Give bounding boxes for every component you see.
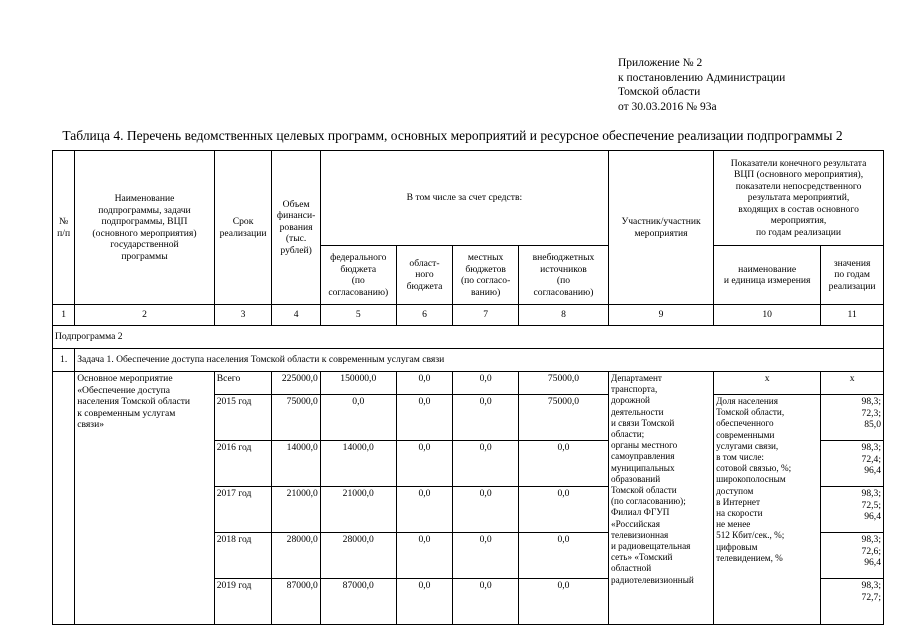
header-regional: област- ного бюджета xyxy=(396,246,453,305)
table-title: Таблица 4. Перечень ведомственных целевых программ, основных мероприятий и ресурсное обеспечение реализации подпрограммы 2 xyxy=(62,128,843,143)
appendix-line: от 30.03.2016 № 93а xyxy=(618,100,717,113)
period-cell: 2018 год xyxy=(214,533,272,579)
header-participant: Участник/участник мероприятия xyxy=(608,151,713,305)
column-number: 7 xyxy=(453,305,519,326)
indicator-value-cell: 98,3; 72,3; 85,0 xyxy=(821,395,884,441)
federal-cell: 87000,0 xyxy=(320,579,396,625)
local-cell: 0,0 xyxy=(453,395,519,441)
column-number: 4 xyxy=(272,305,321,326)
indicator-value-cell: 98,3; 72,4; 96,4 xyxy=(821,441,884,487)
column-number: 6 xyxy=(396,305,453,326)
local-cell: 0,0 xyxy=(453,441,519,487)
task-number: 1. xyxy=(53,349,75,372)
regional-cell: 0,0 xyxy=(396,441,453,487)
local-cell: 0,0 xyxy=(453,533,519,579)
header-period: Срок реализации xyxy=(214,151,272,305)
header-local: местных бюджетов (по согласо- ванию) xyxy=(453,246,519,305)
period-cell: 2017 год xyxy=(214,487,272,533)
extra-cell: 0,0 xyxy=(518,533,608,579)
indicator-value-cell: 98,3; 72,7; xyxy=(821,579,884,625)
appendix-line: к постановлению Администрации xyxy=(618,71,786,84)
regional-cell: 0,0 xyxy=(396,487,453,533)
column-numbers-row xyxy=(53,305,884,326)
header-sources-group: В том числе за счет средств: xyxy=(320,151,608,246)
appendix-line: Приложение № 2 xyxy=(618,57,703,69)
extra-cell: 0,0 xyxy=(518,441,608,487)
column-number: 9 xyxy=(608,305,713,326)
extra-cell: 0,0 xyxy=(518,579,608,625)
header-indicator-name: наименование и единица измерения xyxy=(714,246,821,305)
indicator-name-total: х xyxy=(714,372,821,395)
task-text: Задача 1. Обеспечение доступа населения Томской области к современным услугам связи xyxy=(75,349,884,372)
local-cell: 0,0 xyxy=(453,579,519,625)
column-number: 5 xyxy=(320,305,396,326)
header-volume: Объем финанси- рования (тыс. рублей) xyxy=(272,151,321,305)
table-row xyxy=(53,372,884,395)
total-cell: 225000,0 xyxy=(272,372,321,395)
indicator-name-cell: Доля населения Томской области, обеспеченного современными услугами связи, в том числе: сотовой связью, %; широкополосным доступом в Интернет на скорости не менее 512 Кбит/сек., %; цифровым телевидением, % xyxy=(714,395,821,625)
indicator-value-cell: 98,3; 72,6; 96,4 xyxy=(821,533,884,579)
column-number: 11 xyxy=(821,305,884,326)
regional-cell: 0,0 xyxy=(396,579,453,625)
header-federal: федерального бюджета (по согласованию) xyxy=(320,246,396,305)
total-cell: 87000,0 xyxy=(272,579,321,625)
column-number: 3 xyxy=(214,305,272,326)
regional-cell: 0,0 xyxy=(396,533,453,579)
header-row-1 xyxy=(53,151,884,246)
regional-cell: 0,0 xyxy=(396,395,453,441)
period-cell: 2019 год xyxy=(214,579,272,625)
total-cell: 75000,0 xyxy=(272,395,321,441)
header-number: № п/п xyxy=(53,151,75,305)
extra-cell: 75000,0 xyxy=(518,372,608,395)
federal-cell: 28000,0 xyxy=(320,533,396,579)
indicator-value-cell: 98,3; 72,5; 96,4 xyxy=(821,487,884,533)
federal-cell: 21000,0 xyxy=(320,487,396,533)
subprogram-label: Подпрограмма 2 xyxy=(53,326,884,349)
task-row xyxy=(53,349,884,372)
subprogram-row xyxy=(53,326,884,349)
header-extra: внебюджетных источников (по согласованию) xyxy=(518,246,608,305)
activity-number xyxy=(53,372,75,625)
period-cell: 2016 год xyxy=(214,441,272,487)
federal-cell: 150000,0 xyxy=(320,372,396,395)
extra-cell: 75000,0 xyxy=(518,395,608,441)
total-cell: 21000,0 xyxy=(272,487,321,533)
column-number: 10 xyxy=(714,305,821,326)
participant-cell: Департамент транспорта, дорожной деятельности и связи Томской области; органы местного самоуправления муниципальных образований Томской области (по согласованию); Филиал ФГУП «Российская телевизионная и радиовещательная сеть» «Томский областной радиотелевизионный xyxy=(608,372,713,625)
period-cell: 2015 год xyxy=(214,395,272,441)
local-cell: 0,0 xyxy=(453,372,519,395)
period-cell: Всего xyxy=(214,372,272,395)
activity-name: Основное мероприятие «Обеспечение доступа населения Томской области к современным услугам связи» xyxy=(75,372,215,625)
column-number: 1 xyxy=(53,305,75,326)
column-number: 8 xyxy=(518,305,608,326)
extra-cell: 0,0 xyxy=(518,487,608,533)
header-name: Наименование подпрограммы, задачи подпрограммы, ВЦП (основного мероприятия) государственной программы xyxy=(75,151,215,305)
column-number: 2 xyxy=(75,305,215,326)
local-cell: 0,0 xyxy=(453,487,519,533)
indicator-value-total: х xyxy=(821,372,884,395)
regional-cell: 0,0 xyxy=(396,372,453,395)
total-cell: 14000,0 xyxy=(272,441,321,487)
total-cell: 28000,0 xyxy=(272,533,321,579)
header-indicators-group: Показатели конечного результата ВЦП (основного мероприятия), показатели непосредственного результата мероприятий, входящих в состав основного мероприятия, по годам реализации xyxy=(714,151,884,246)
header-indicator-values: значения по годам реализации xyxy=(821,246,884,305)
appendix-line: Томской области xyxy=(618,86,701,98)
appendix-block xyxy=(618,56,785,114)
federal-cell: 14000,0 xyxy=(320,441,396,487)
federal-cell: 0,0 xyxy=(320,395,396,441)
programs-table xyxy=(52,150,884,625)
